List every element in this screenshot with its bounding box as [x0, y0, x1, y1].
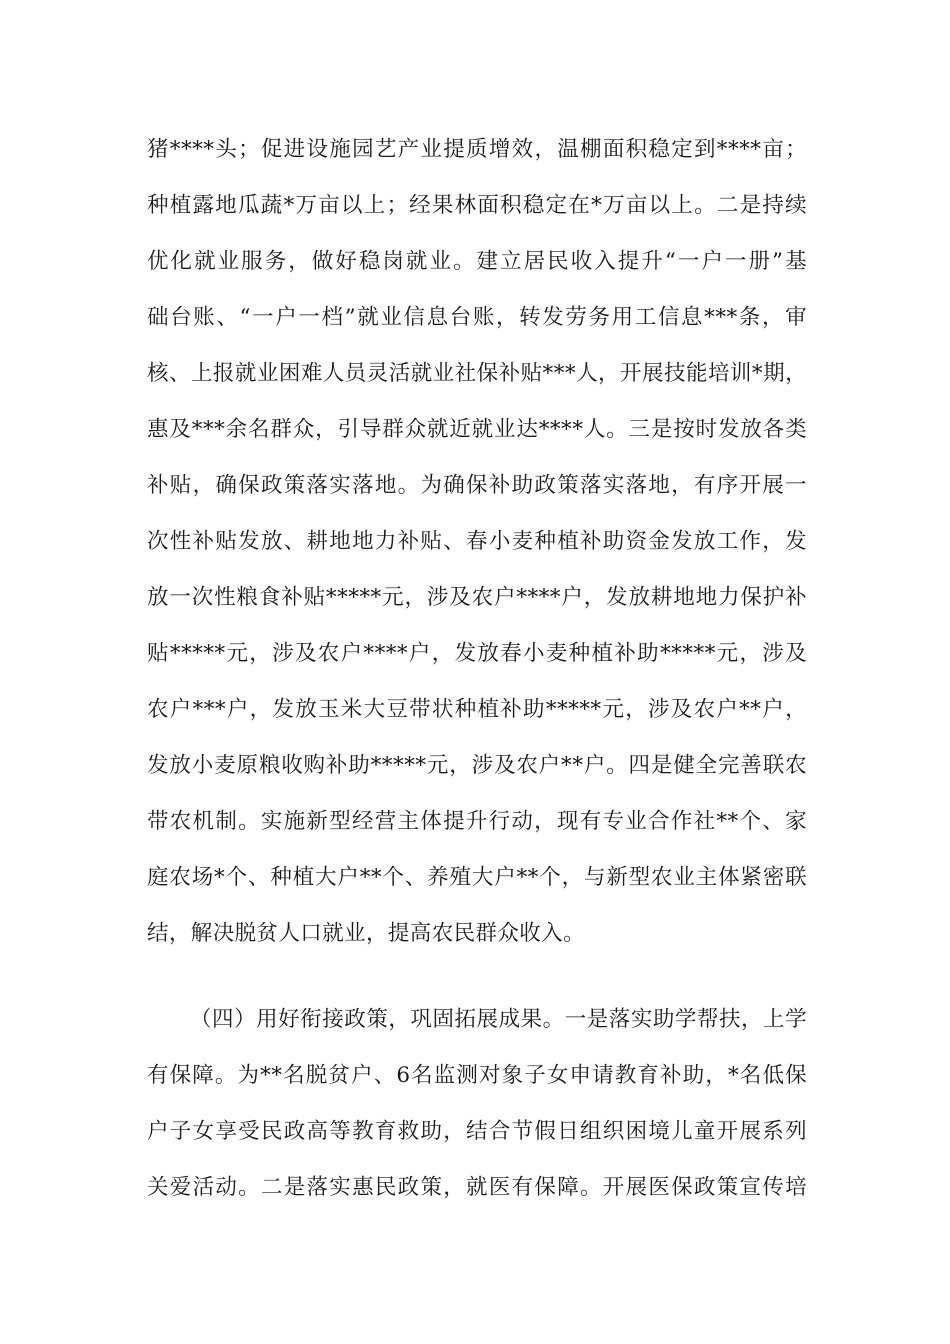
text-line: 户子女享受民政高等教育救助，结合节假日组织困境儿童开展系列	[147, 1119, 807, 1144]
text-line: 础台账、“一户一档”就业信息台账，转发劳务用工信息***条，审	[147, 305, 807, 330]
text-line: 贴*****元，涉及农户****户，发放春小麦种植补助*****元，涉及	[147, 641, 807, 666]
text-line: 优化就业服务，做好稳岗就业。建立居民收入提升“一户一册”基	[147, 249, 807, 274]
text-line: 带农机制。实施新型经营主体提升行动，现有专业合作社**个、家	[147, 809, 807, 834]
text-line: 关爱活动。二是落实惠民政策，就医有保障。开展医保政策宣传培	[147, 1175, 807, 1200]
text-line: 庭农场*个、种植大户**个、养殖大户**个，与新型农业主体紧密联	[147, 865, 807, 890]
text-line: 种植露地瓜蔬*万亩以上；经果林面积稳定在*万亩以上。二是持续	[147, 193, 807, 218]
text-line: 结，解决脱贫人口就业，提高农民群众收入。	[147, 921, 586, 946]
text-line: 惠及***余名群众，引导群众就近就业达****人。三是按时发放各类	[147, 417, 807, 442]
paragraph-heading-line: （四）用好衔接政策，巩固拓展成果。一是落实助学帮扶，上学	[190, 1007, 807, 1032]
text-line: 核、上报就业困难人员灵活就业社保补贴***人，开展技能培训*期，	[147, 361, 807, 386]
text-line: 有保障。为**名脱贫户、6名监测对象子女申请教育补助，*名低保	[147, 1063, 807, 1088]
text-line: 猪****头；促进设施园艺产业提质增效，温棚面积稳定到****亩；	[147, 137, 807, 162]
text-line: 发放小麦原粮收购补助*****元，涉及农户**户。四是健全完善联农	[147, 753, 807, 778]
text-line: 放一次性粮食补贴*****元，涉及农户****户，发放耕地地力保护补	[147, 585, 807, 610]
text-line: 次性补贴发放、耕地地力补贴、春小麦种植补助资金发放工作，发	[147, 529, 807, 554]
text-line: 农户***户，发放玉米大豆带状种植补助*****元，涉及农户**户，	[147, 697, 807, 722]
text-line: 补贴，确保政策落实落地。为确保补助政策落实落地，有序开展一	[147, 473, 807, 498]
